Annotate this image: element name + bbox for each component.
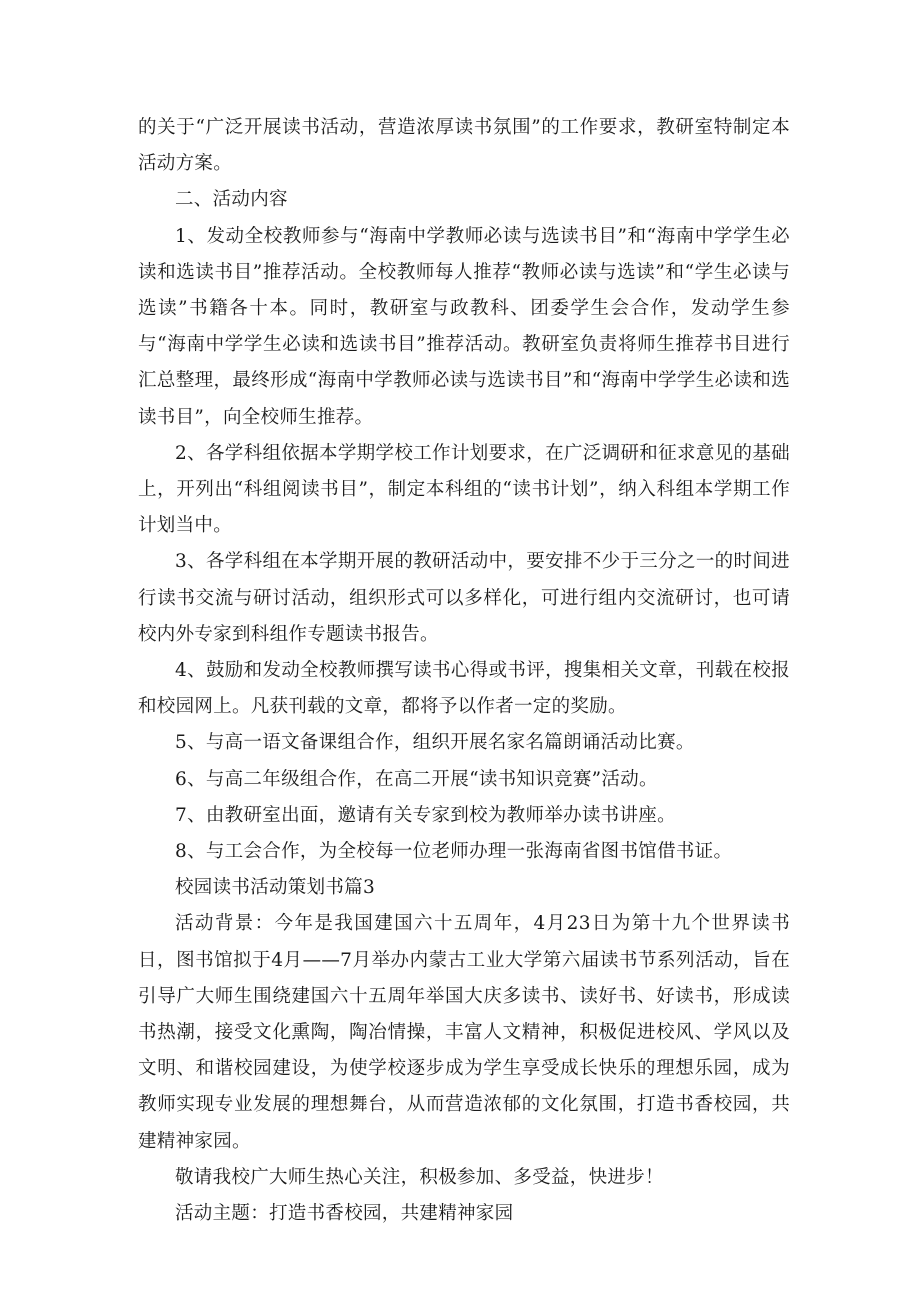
paragraph-item-5: 5、与高一语文备课组合作，组织开展名家名篇朗诵活动比赛。 [175, 732, 695, 754]
section-title-plan-3: 校园读书活动策划书篇3 [175, 877, 376, 899]
paragraph-activity-background: 活动背景：今年是我国建国六十五周年，4月23日为第十九个世界读书日，图书馆拟于4月——7月举办内蒙古工业大学第六届读书节系列活动，旨在引导广大师生围绕建国六十五周年举国大庆多读书、读好书、好读书，形成读书热潮，接受文化熏陶，陶冶情操，丰富人文精神，积极促进校风、学风以及文明、和谐校园建设，为使学校逐步成为学生享受成长快乐的理想乐园，成为教师实现专业发展的理想舞台，从而营造浓郁的文化氛围，打造书香校园，共建精神家园。 [138, 913, 790, 1152]
paragraph-item-4: 4、鼓励和发动全校教师撰写读书心得或书评，搜集相关文章，刊载在校报和校园网上。凡获刊载的文章，都将予以作者一定的奖励。 [138, 660, 790, 718]
section-heading-activity-content: 二、活动内容 [175, 189, 288, 211]
paragraph-item-1: 1、发动全校教师参与“海南中学教师必读与选读书目”和“海南中学学生必读和选读书目”推荐活动。全校教师每人推荐“教师必读与选读”和“学生必读与选读”书籍各十本。同时，教研室与政教科、团委学生会合作，发动学生参与“海南中学学生必读和选读书目”推荐活动。教研室负责将师生推荐书目进行汇总整理，最终形成“海南中学教师必读与选读书目”和“海南中学学生必读和选读书目”，向全校师生推荐。 [138, 225, 790, 428]
paragraph-item-2: 2、各学科组依据本学期学校工作计划要求，在广泛调研和征求意见的基础上，开列出“科组阅读书目”，制定本科组的“读书计划”，纳入科组本学期工作计划当中。 [138, 442, 790, 537]
document-body [138, 110, 790, 1232]
paragraph-invitation: 敬请我校广大师生热心关注，积极参加、多受益，快进步！ [175, 1166, 664, 1188]
paragraph-intro-continuation: 的关于“广泛开展读书活动，营造浓厚读书氛围”的工作要求，教研室特制定本活动方案。 [138, 117, 790, 175]
paragraph-item-8: 8、与工会合作，为全校每一位老师办理一张海南省图书馆借书证。 [175, 841, 733, 863]
paragraph-item-6: 6、与高二年级组合作，在高二开展“读书知识竞赛”活动。 [175, 768, 658, 790]
paragraph-activity-theme: 活动主题：打造书香校园，共建精神家园 [175, 1203, 514, 1225]
paragraph-item-7: 7、由教研室出面，邀请有关专家到校为教师举办读书讲座。 [175, 804, 676, 826]
paragraph-item-3: 3、各学科组在本学期开展的教研活动中，要安排不少于三分之一的时间进行读书交流与研讨活动，组织形式可以多样化，可进行组内交流研讨，也可请校内外专家到科组作专题读书报告。 [138, 551, 790, 645]
